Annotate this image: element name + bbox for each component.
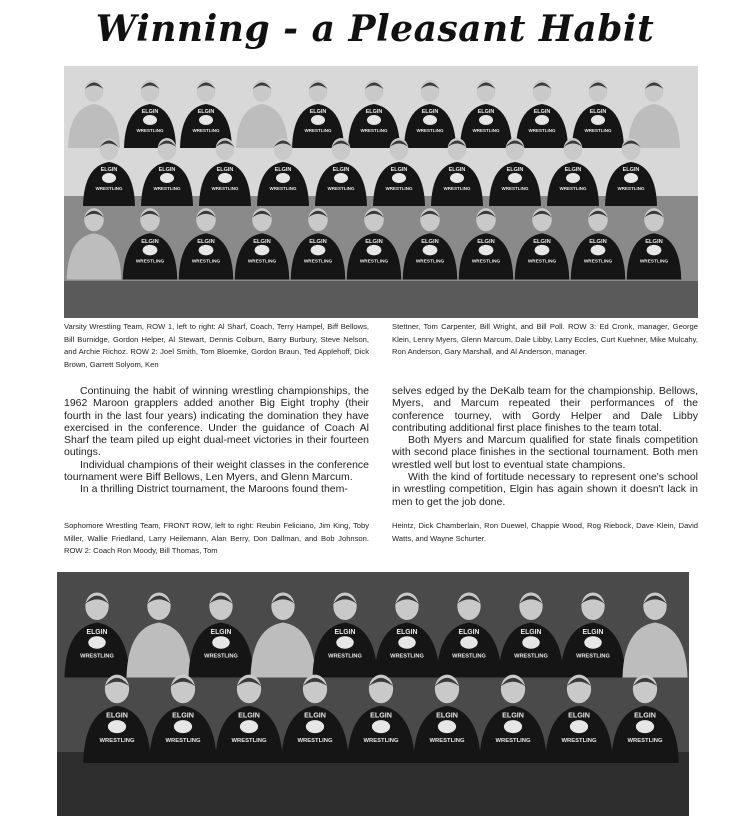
jersey-letter-text: ELGIN <box>309 238 327 245</box>
jersey-letter-text: WRESTLING <box>416 128 444 133</box>
jersey-number-patch <box>160 173 174 183</box>
jersey-letter-text: WRESTLING <box>452 653 486 660</box>
jersey-letter-text: ELGIN <box>334 628 356 636</box>
page-title: Winning - a Pleasant Habit <box>95 8 655 50</box>
jersey-letter-text: WRESTLING <box>415 259 445 265</box>
jersey-letter-text: WRESTLING <box>247 259 277 265</box>
jersey-number-patch <box>591 245 606 256</box>
jersey-letter-text: ELGIN <box>589 238 607 245</box>
jersey-number-patch <box>108 720 126 733</box>
jersey-letter-text: WRESTLING <box>136 128 164 133</box>
jersey-letter-text: WRESTLING <box>627 738 663 745</box>
article-paragraph: With the kind of fortitude necessary to represent one's school in wrestling competition, Elgin has again shown it doesn't lack in men to get the job done. <box>392 471 698 508</box>
jersey-letter-text: ELGIN <box>210 628 232 636</box>
jersey-number-patch <box>504 720 522 733</box>
jersey-letter-text: ELGIN <box>197 238 215 245</box>
jersey-letter-text: WRESTLING <box>328 653 362 660</box>
jersey-letter-text: ELGIN <box>448 167 466 173</box>
jersey-letter-text: ELGIN <box>274 167 292 173</box>
jersey-letter-text: WRESTLING <box>561 738 597 745</box>
jersey-letter-text: ELGIN <box>396 628 418 636</box>
jersey-letter-text: WRESTLING <box>583 259 613 265</box>
jersey-number-patch <box>591 115 605 125</box>
jersey-letter-text: ELGIN <box>589 109 607 115</box>
jersey-letter-text: ELGIN <box>216 167 234 173</box>
jersey-letter-text: WRESTLING <box>576 653 610 660</box>
jersey-letter-text: WRESTLING <box>495 738 531 745</box>
jersey-number-patch <box>508 173 522 183</box>
jersey-letter-text: ELGIN <box>390 167 408 173</box>
jersey-number-patch <box>372 720 390 733</box>
jersey-letter-text: WRESTLING <box>359 259 389 265</box>
jersey-letter-text: ELGIN <box>477 238 495 245</box>
jersey-letter-text: WRESTLING <box>639 259 669 265</box>
jersey-letter-text: WRESTLING <box>303 259 333 265</box>
jersey-number-patch <box>334 173 348 183</box>
jersey-letter-text: ELGIN <box>520 628 542 636</box>
jersey-number-patch <box>174 720 192 733</box>
jersey-letter-text: ELGIN <box>370 711 392 720</box>
jersey-letter-text: WRESTLING <box>559 186 587 191</box>
jersey-letter-text: WRESTLING <box>472 128 500 133</box>
jersey-letter-text: ELGIN <box>506 167 524 173</box>
jersey-letter-text: WRESTLING <box>471 259 501 265</box>
jersey-number-patch <box>423 245 438 256</box>
jersey-number-patch <box>367 115 381 125</box>
jersey-letter-text: ELGIN <box>502 711 524 720</box>
jersey-letter-text: ELGIN <box>141 109 159 115</box>
jersey-letter-text: WRESTLING <box>304 128 332 133</box>
jersey-letter-text: ELGIN <box>421 109 439 115</box>
jersey-number-patch <box>438 720 456 733</box>
jersey-letter-text: ELGIN <box>86 628 108 636</box>
jersey-number-patch <box>199 245 214 256</box>
jersey-letter-text: ELGIN <box>365 238 383 245</box>
jersey-number-patch <box>636 720 654 733</box>
jersey-number-patch <box>647 245 662 256</box>
jersey-number-patch <box>240 720 258 733</box>
jersey-letter-text: ELGIN <box>533 109 551 115</box>
jersey-letter-text: WRESTLING <box>153 186 181 191</box>
jersey-letter-text: WRESTLING <box>501 186 529 191</box>
jersey-letter-text: WRESTLING <box>99 738 135 745</box>
jersey-letter-text: ELGIN <box>365 109 383 115</box>
jersey-letter-text: WRESTLING <box>80 653 114 660</box>
sophomore-team-photo <box>57 572 689 816</box>
jersey-letter-text: ELGIN <box>332 167 350 173</box>
jersey-letter-text: ELGIN <box>564 167 582 173</box>
jersey-letter-text: ELGIN <box>421 238 439 245</box>
jersey-number-patch <box>336 636 354 649</box>
jersey-number-patch <box>450 173 464 183</box>
jersey-letter-text: WRESTLING <box>211 186 239 191</box>
jersey-letter-text: ELGIN <box>477 109 495 115</box>
jersey-letter-text: WRESTLING <box>514 653 548 660</box>
jersey-letter-text: ELGIN <box>141 238 159 245</box>
jersey-letter-text: WRESTLING <box>269 186 297 191</box>
jersey-letter-text: WRESTLING <box>390 653 424 660</box>
jersey-number-patch <box>522 636 540 649</box>
jersey-number-patch <box>392 173 406 183</box>
jersey-number-patch <box>311 115 325 125</box>
jersey-number-patch <box>199 115 213 125</box>
jersey-number-patch <box>535 245 550 256</box>
jersey-number-patch <box>102 173 116 183</box>
varsity-team-photo <box>64 66 698 318</box>
jersey-letter-text: ELGIN <box>582 628 604 636</box>
jersey-letter-text: WRESTLING <box>192 128 220 133</box>
jersey-letter-text: WRESTLING <box>327 186 355 191</box>
varsity-caption-col2: Stettner, Tom Carpenter, Bill Wright, and Bill Poll. ROW 3: Ed Cronk, manager, George Klein, Lenny Myers, Glenn Marcum, Dale Libby, Larry Eccles, Curt Kuehner, Mike Mulcahy, Ron Anderson, Gary Marshall, and Al Anderson, manager. <box>392 322 698 357</box>
jersey-letter-text: WRESTLING <box>385 186 413 191</box>
jersey-number-patch <box>479 115 493 125</box>
jersey-letter-text: ELGIN <box>634 711 656 720</box>
jersey-letter-text: ELGIN <box>458 628 480 636</box>
jersey-letter-text: WRESTLING <box>297 738 333 745</box>
jersey-letter-text: ELGIN <box>172 711 194 720</box>
article-column-1 <box>64 385 369 496</box>
jersey-number-patch <box>218 173 232 183</box>
jersey-number-patch <box>566 173 580 183</box>
article-paragraph: Individual champions of their weight classes in the conference tournament were Biff Bellows, Len Myers, and Glenn Marcum. <box>64 458 369 484</box>
jersey-letter-text: ELGIN <box>197 109 215 115</box>
varsity-caption-col1: Varsity Wrestling Team, ROW 1, left to right: Al Sharf, Coach, Terry Hampel, Biff Bellows, Bill Burnidge, Gordon Helper, Al Stewart, Dennis Colburn, Barry Burbury, Steve Nelson, and Archie Richoz. ROW 2: Joel Smith, Tom Bloemke, Gordon Braun, Ted Applehoff, Dick Brown, Garrett Solyom, Ken <box>64 322 369 369</box>
jersey-letter-text: WRESTLING <box>363 738 399 745</box>
jersey-number-patch <box>423 115 437 125</box>
sophomore-caption-col1: Sophomore Wrestling Team, FRONT ROW, left to right: Reubin Feliciano, Jim King, Toby Miller, Wallie Friedland, Larry Heilemann, Alan Berry, Don Dallman, and Bob Johnson. ROW 2: Coach Ron Moody, Bill Thomas, Tom <box>64 521 369 556</box>
jersey-number-patch <box>276 173 290 183</box>
jersey-letter-text: WRESTLING <box>584 128 612 133</box>
jersey-letter-text: WRESTLING <box>95 186 123 191</box>
jersey-letter-text: WRESTLING <box>231 738 267 745</box>
article-paragraph: Both Myers and Marcum qualified for state finals competition with second place finishes in the sectional tournament. Both men wrestled well but lost to eventual state champions. <box>392 434 698 471</box>
jersey-letter-text: ELGIN <box>622 167 640 173</box>
jersey-letter-text: ELGIN <box>533 238 551 245</box>
sophomore-caption-col2: Heintz, Dick Chamberlain, Ron Duewel, Chappie Wood, Rog Riebock, Dave Klein, David Watts, and Wayne Schurter. <box>392 521 698 543</box>
jersey-letter-text: WRESTLING <box>443 186 471 191</box>
jersey-letter-text: ELGIN <box>106 711 128 720</box>
jersey-letter-text: ELGIN <box>100 167 118 173</box>
jersey-letter-text: ELGIN <box>158 167 176 173</box>
jersey-letter-text: WRESTLING <box>191 259 221 265</box>
jersey-number-patch <box>367 245 382 256</box>
jersey-letter-text: ELGIN <box>309 109 327 115</box>
jersey-letter-text: WRESTLING <box>617 186 645 191</box>
article-column-2 <box>392 385 698 508</box>
jersey-letter-text: ELGIN <box>568 711 590 720</box>
jersey-number-patch <box>535 115 549 125</box>
article-paragraph: In a thrilling District tournament, the Maroons found them- <box>80 483 348 496</box>
jersey-number-patch <box>460 636 478 649</box>
jersey-letter-text: WRESTLING <box>360 128 388 133</box>
jersey-letter-text: WRESTLING <box>429 738 465 745</box>
jersey-letter-text: ELGIN <box>253 238 271 245</box>
jersey-letter-text: WRESTLING <box>528 128 556 133</box>
jersey-letter-text: WRESTLING <box>527 259 557 265</box>
jersey-letter-text: WRESTLING <box>165 738 201 745</box>
jersey-number-patch <box>88 636 106 649</box>
jersey-number-patch <box>143 245 158 256</box>
jersey-number-patch <box>212 636 230 649</box>
jersey-number-patch <box>624 173 638 183</box>
jersey-number-patch <box>584 636 602 649</box>
jersey-number-patch <box>255 245 270 256</box>
article-paragraph: Continuing the habit of winning wrestling championships, the 1962 Maroon grapplers added another Big Eight trophy (their fourth in the last four years) indicating the domination they have exercised in the conference. Under the guidance of Coach Al Sharf the team piled up eight dual-meet victories in their fourteen outings. <box>64 385 369 459</box>
jersey-number-patch <box>311 245 326 256</box>
jersey-number-patch <box>398 636 416 649</box>
jersey-letter-text: WRESTLING <box>135 259 165 265</box>
jersey-letter-text: ELGIN <box>238 711 260 720</box>
jersey-number-patch <box>479 245 494 256</box>
jersey-number-patch <box>570 720 588 733</box>
jersey-number-patch <box>306 720 324 733</box>
article-paragraph: selves edged by the DeKalb team for the championship. Bellows, Myers, and Marcum repeated their performances of the conference tourney, with Gordy Helper and Dale Libby contributing additional first place finishes to the team total. <box>392 385 698 434</box>
jersey-number-patch <box>143 115 157 125</box>
jersey-letter-text: ELGIN <box>304 711 326 720</box>
jersey-letter-text: ELGIN <box>436 711 458 720</box>
jersey-letter-text: WRESTLING <box>204 653 238 660</box>
jersey-letter-text: ELGIN <box>645 238 663 245</box>
